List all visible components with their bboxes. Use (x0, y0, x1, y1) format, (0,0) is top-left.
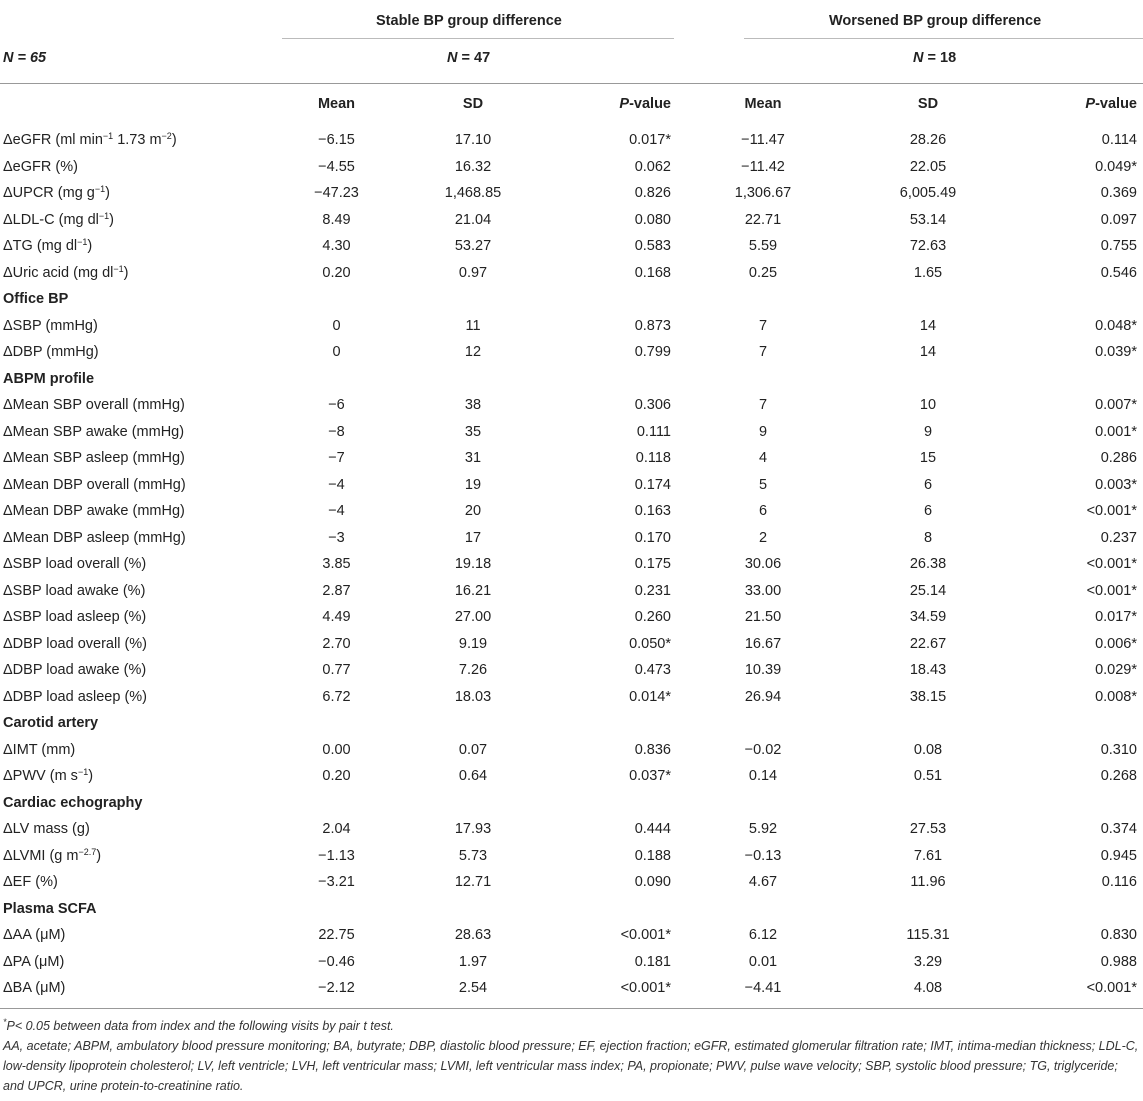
sd-cell: 38.15 (909, 688, 947, 705)
mean-cell: 21.50 (744, 609, 782, 626)
sd-cell: 7.26 (458, 662, 488, 679)
table-row (0, 551, 1143, 578)
pvalue-cell: 0.268 (1100, 768, 1137, 785)
pvalue-cell: 0.168 (634, 264, 671, 281)
section-heading: ABPM profile (3, 370, 95, 387)
table-row (0, 631, 1143, 658)
sd-cell: 16.32 (454, 158, 492, 175)
table-row (0, 684, 1143, 711)
sd-cell: 17 (464, 529, 482, 546)
pvalue-cell: 0.175 (634, 556, 671, 573)
pvalue-cell: 0.114 (1101, 132, 1137, 149)
mean-cell: −4.55 (318, 158, 355, 175)
pvalue-cell: 0.369 (1100, 185, 1137, 202)
table-row (0, 154, 1143, 181)
row-label: ΔUric acid (mg $dl^{-1}$) (3, 263, 129, 281)
row-label: ΔLVMI (g $m^{-2.7}$) (3, 846, 102, 864)
pvalue-cell: 0.003* (1095, 476, 1137, 493)
mean-cell: −0.13 (744, 847, 782, 864)
table-row (0, 949, 1143, 976)
mean-cell: −6 (328, 397, 345, 414)
pvalue-cell: 0.237 (1100, 529, 1137, 546)
mean-cell: 0.25 (748, 264, 778, 281)
mean-cell: 5 (758, 476, 768, 493)
table-row (0, 260, 1143, 287)
col-mean-1: Mean (317, 95, 356, 112)
sd-cell: 53.27 (454, 238, 492, 255)
header-spacer (0, 115, 1143, 127)
mean-cell: 0.77 (322, 662, 351, 679)
pvalue-cell: 0.097 (1100, 211, 1137, 228)
table-row (0, 578, 1143, 605)
mean-cell: −6.15 (318, 132, 355, 149)
pvalue-cell: 0.014* (629, 688, 671, 705)
row-label: ΔPA (μM) (3, 953, 65, 970)
group1-underline (282, 38, 674, 39)
mean-cell: 0.01 (748, 953, 778, 970)
mean-cell: 7 (758, 317, 768, 334)
mean-cell: −0.02 (744, 741, 782, 758)
mean-cell: 0 (332, 317, 341, 334)
table-row (0, 737, 1143, 764)
mean-cell: 0.20 (322, 264, 351, 281)
sd-cell: 1.65 (913, 264, 943, 281)
bottom-rule (0, 1008, 1143, 1009)
mean-cell: 2.70 (322, 635, 351, 652)
row-label: ΔSBP load asleep (%) (3, 609, 147, 626)
row-label: ΔMean DBP awake (mmHg) (3, 503, 185, 520)
row-label: ΔMean SBP awake (mmHg) (3, 423, 185, 440)
pvalue-cell: 0.286 (1100, 450, 1137, 467)
sd-cell: 18.43 (909, 662, 947, 679)
mean-cell: 2 (758, 529, 768, 546)
sd-cell: 1,468.85 (444, 185, 502, 202)
row-label: ΔIMT (mm) (3, 741, 76, 758)
mean-cell: 6.12 (748, 927, 778, 944)
table-row (0, 498, 1143, 525)
pvalue-cell: <0.001* (1086, 503, 1137, 520)
sd-cell: 4.08 (913, 980, 943, 997)
label-column-header (0, 92, 284, 115)
table-row (0, 392, 1143, 419)
pvalue-cell: 0.231 (634, 582, 671, 599)
mean-cell: −3.21 (318, 874, 355, 891)
sd-cell: 0.07 (458, 741, 488, 758)
mean-cell: 7 (758, 344, 768, 361)
mean-cell: 6 (758, 503, 768, 520)
sd-cell: 19.18 (454, 556, 492, 573)
mean-cell: −4 (328, 503, 345, 520)
table-row (0, 127, 1143, 154)
group2-underline (744, 38, 1143, 39)
pvalue-cell: 0.048* (1095, 317, 1137, 334)
pvalue-cell: 0.830 (1100, 927, 1137, 944)
table-row (0, 763, 1143, 790)
pvalue-cell: 0.473 (634, 662, 671, 679)
n-group2: N = 18 (913, 50, 957, 66)
pvalue-cell: 0.163 (634, 503, 671, 520)
mean-cell: −1.13 (318, 847, 355, 864)
row-label: ΔSBP load overall (%) (3, 556, 147, 573)
pvalue-cell: 0.988 (1100, 953, 1137, 970)
mean-cell: −4 (328, 476, 345, 493)
mean-cell: 1,306.67 (734, 185, 792, 202)
table-row (0, 604, 1143, 631)
row-label: ΔTG (mg $dl^{-1}$) (3, 237, 93, 255)
row-label: ΔDBP (mmHg) (3, 344, 99, 361)
mean-cell: 0.20 (322, 768, 351, 785)
sd-cell: 14 (919, 344, 937, 361)
footnote-significance: *P< 0.05 between data from index and the following visits by pair t test. (3, 1017, 394, 1033)
sd-cell: 12.71 (454, 874, 492, 891)
section-heading: Carotid artery (3, 715, 99, 732)
row-label: ΔSBP (mmHg) (3, 317, 98, 334)
row-label: ΔAA (μM) (3, 927, 66, 944)
mean-cell: −11.42 (741, 158, 785, 175)
mean-cell: −11.47 (741, 132, 785, 149)
pvalue-cell: 0.116 (1101, 874, 1137, 891)
sd-cell: 20 (464, 503, 482, 520)
sd-cell: 9.19 (458, 635, 488, 652)
pvalue-cell: 0.444 (634, 821, 671, 838)
col-mean-2: Mean (744, 95, 782, 112)
table-row (0, 313, 1143, 340)
sd-cell: 0.97 (458, 264, 488, 281)
sd-cell: 115.31 (906, 927, 950, 944)
pvalue-cell: 0.037* (629, 768, 671, 785)
row-label: ΔDBP load overall (%) (3, 635, 148, 652)
col-sd-2: SD (917, 95, 939, 112)
mean-cell: 8.49 (322, 211, 351, 228)
table-row (0, 233, 1143, 260)
mean-cell: 0.00 (322, 741, 351, 758)
sd-cell: 18.03 (454, 688, 492, 705)
section-row (0, 790, 1143, 817)
pvalue-cell: 0.049* (1095, 158, 1137, 175)
sd-cell: 7.61 (913, 847, 943, 864)
section-heading: Plasma SCFA (3, 900, 97, 917)
row-label: ΔSBP load awake (%) (3, 582, 146, 599)
mean-cell: 9 (758, 423, 768, 440)
sd-cell: 10 (919, 397, 937, 414)
mean-cell: 5.59 (748, 238, 778, 255)
row-label: ΔLDL-C (mg $dl^{-1}$) (3, 210, 115, 228)
col-pvalue-1: P-value (619, 95, 671, 112)
row-label: ΔMean SBP asleep (mmHg) (3, 450, 185, 467)
sd-cell: 31 (464, 450, 482, 467)
section-heading: Office BP (3, 291, 69, 308)
mean-cell: −3 (328, 529, 345, 546)
sd-cell: 11.96 (910, 874, 946, 891)
sd-cell: 6,005.49 (899, 185, 957, 202)
group1-title: Stable BP group difference (376, 13, 562, 29)
table-row (0, 445, 1143, 472)
row-label: ΔeGFR (ml $\min^{-1} 1.73$ $m^{-2}$) (3, 131, 177, 149)
row-label: ΔLV mass (g) (3, 821, 90, 838)
mean-cell: 4.67 (748, 874, 778, 891)
sd-cell: 35 (464, 423, 482, 440)
sd-cell: 28.26 (909, 132, 947, 149)
pvalue-cell: 0.945 (1100, 847, 1137, 864)
table-row (0, 180, 1143, 207)
sd-cell: 26.38 (909, 556, 947, 573)
pvalue-cell: 0.826 (634, 185, 671, 202)
section-row (0, 896, 1143, 923)
mean-cell: −2.12 (318, 980, 355, 997)
sd-cell: 22.67 (909, 635, 947, 652)
table-row (0, 207, 1143, 234)
pvalue-cell: 0.836 (634, 741, 671, 758)
stats-table (0, 92, 1143, 1002)
pvalue-cell: 0.039* (1095, 344, 1137, 361)
sd-cell: 0.51 (913, 768, 943, 785)
sd-cell: 19 (464, 476, 482, 493)
table-body (0, 127, 1143, 1002)
section-row (0, 286, 1143, 313)
sd-cell: 53.14 (909, 211, 947, 228)
sd-cell: 3.29 (913, 953, 943, 970)
mean-cell: 6.72 (322, 688, 351, 705)
row-label: ΔBA (μM) (3, 980, 66, 997)
pvalue-cell: 0.118 (635, 450, 671, 467)
mean-cell: 2.04 (322, 821, 351, 838)
row-label: ΔDBP load asleep (%) (3, 688, 148, 705)
mean-cell: 33.00 (744, 582, 782, 599)
mean-cell: 10.39 (744, 662, 782, 679)
table-row (0, 339, 1143, 366)
row-label: ΔPWV (m $s^{-1}$) (3, 767, 94, 785)
pvalue-cell: 0.583 (634, 238, 671, 255)
row-label: ΔUPCR (mg $g^{-1}$) (3, 184, 110, 202)
sd-cell: 6 (923, 476, 933, 493)
sd-cell: 17.10 (454, 132, 492, 149)
sd-cell: 17.93 (454, 821, 492, 838)
pvalue-cell: 0.174 (634, 476, 671, 493)
pvalue-cell: 0.008* (1095, 688, 1137, 705)
pvalue-cell: <0.001* (1086, 582, 1137, 599)
table-row (0, 472, 1143, 499)
table-row (0, 843, 1143, 870)
top-rule (0, 83, 1143, 84)
pvalue-cell: 0.306 (634, 397, 671, 414)
mean-cell: −0.46 (318, 953, 355, 970)
sd-cell: 0.64 (458, 768, 488, 785)
mean-cell: −4.41 (744, 980, 782, 997)
row-label: ΔMean SBP overall (mmHg) (3, 397, 185, 414)
column-header-row (0, 92, 1143, 115)
pvalue-cell: 0.090 (634, 874, 671, 891)
pvalue-cell: 0.755 (1100, 238, 1137, 255)
sd-cell: 27.53 (909, 821, 947, 838)
mean-cell: 16.67 (744, 635, 782, 652)
sd-cell: 1.97 (458, 953, 488, 970)
sd-cell: 16.21 (454, 582, 492, 599)
row-label: ΔMean DBP overall (mmHg) (3, 476, 186, 493)
sd-cell: 2.54 (458, 980, 488, 997)
mean-cell: 22.71 (744, 211, 782, 228)
pvalue-cell: 0.310 (1100, 741, 1137, 758)
table-row (0, 869, 1143, 896)
mean-cell: 0.14 (748, 768, 778, 785)
pvalue-cell: 0.374 (1100, 821, 1137, 838)
sd-cell: 11 (465, 317, 481, 334)
pvalue-cell: 0.017* (629, 132, 671, 149)
sd-cell: 8 (923, 529, 933, 546)
pvalue-cell: 0.260 (634, 609, 671, 626)
sd-cell: 15 (919, 450, 937, 467)
mean-cell: −47.23 (314, 185, 359, 202)
pvalue-cell: 0.181 (634, 953, 671, 970)
col-sd-1: SD (462, 95, 484, 112)
mean-cell: −7 (328, 450, 345, 467)
pvalue-cell: 0.188 (634, 847, 671, 864)
pvalue-cell: 0.029* (1095, 662, 1137, 679)
row-label: ΔEF (%) (3, 874, 58, 891)
mean-cell: 22.75 (318, 927, 355, 944)
table-row (0, 816, 1143, 843)
footnotes (3, 1016, 1139, 1096)
table-row (0, 525, 1143, 552)
table-row (0, 922, 1143, 949)
mean-cell: 0 (332, 344, 341, 361)
sd-cell: 5.73 (458, 847, 488, 864)
row-label: ΔMean DBP asleep (mmHg) (3, 529, 186, 546)
mean-cell: 4.30 (322, 238, 351, 255)
section-row (0, 710, 1143, 737)
pvalue-cell: 0.050* (629, 635, 671, 652)
sd-cell: 22.05 (909, 158, 947, 175)
n-total: N = 65 (3, 50, 47, 66)
col-pvalue-2: P-value (1085, 95, 1137, 112)
pvalue-cell: 0.799 (634, 344, 671, 361)
sd-cell: 28.63 (454, 927, 492, 944)
mean-cell: 2.87 (322, 582, 351, 599)
n-group1: N = 47 (447, 50, 491, 66)
sd-cell: 9 (923, 423, 933, 440)
mean-cell: 26.94 (744, 688, 782, 705)
footnote-abbreviations: AA, acetate; ABPM, ambulatory blood pressure monitoring; BA, butyrate; DBP, diastolic blood pressure; EF, ejection fraction; eGFR, estimated glomerular filtration rate; IMT, intima-median thickness; LDL-C, low-density lipoprotein cholesterol; LV, left ventricle; LVH, left ventricular mass; LVMI, left ventricular mass index; PA, propionate; PWV, pulse wave velocity; SBP, systolic blood pressure; TG, triglyceride; and UPCR, urine protein-to-creatinine ratio. (3, 1039, 1139, 1093)
sd-cell: 21.04 (454, 211, 492, 228)
pvalue-cell: 0.007* (1095, 397, 1137, 414)
sd-cell: 12 (464, 344, 482, 361)
pvalue-cell: 0.111 (636, 423, 671, 440)
mean-cell: 3.85 (322, 556, 351, 573)
pvalue-cell: 0.546 (1100, 264, 1137, 281)
sd-cell: 27.00 (454, 609, 492, 626)
sd-cell: 0.08 (913, 741, 943, 758)
pvalue-cell: 0.170 (634, 529, 671, 546)
table-row (0, 657, 1143, 684)
pvalue-cell: 0.017* (1095, 609, 1137, 626)
sd-cell: 34.59 (909, 609, 947, 626)
mean-cell: 7 (758, 397, 768, 414)
table-row (0, 419, 1143, 446)
mean-cell: 30.06 (744, 556, 782, 573)
section-row (0, 366, 1143, 393)
pvalue-cell: <0.001* (1086, 556, 1137, 573)
pvalue-cell: 0.001* (1095, 423, 1137, 440)
sd-cell: 6 (923, 503, 933, 520)
section-heading: Cardiac echography (3, 794, 143, 811)
group2-title: Worsened BP group difference (829, 13, 1042, 29)
row-label: ΔDBP load awake (%) (3, 662, 147, 679)
pvalue-cell: 0.080 (634, 211, 671, 228)
sd-cell: 25.14 (909, 582, 947, 599)
mean-cell: 4 (758, 450, 768, 467)
mean-cell: 5.92 (748, 821, 778, 838)
sd-cell: 38 (464, 397, 482, 414)
sd-cell: 72.63 (909, 238, 947, 255)
pvalue-cell: <0.001* (1086, 980, 1137, 997)
mean-cell: 4.49 (322, 609, 351, 626)
row-label: ΔeGFR (%) (3, 158, 78, 175)
table-row (0, 975, 1143, 1002)
sd-cell: 14 (919, 317, 937, 334)
pvalue-cell: 0.873 (634, 317, 671, 334)
pvalue-cell: 0.062 (634, 158, 671, 175)
pvalue-cell: 0.006* (1095, 635, 1137, 652)
mean-cell: −8 (328, 423, 345, 440)
pvalue-cell: <0.001* (620, 927, 671, 944)
pvalue-cell: <0.001* (620, 980, 671, 997)
